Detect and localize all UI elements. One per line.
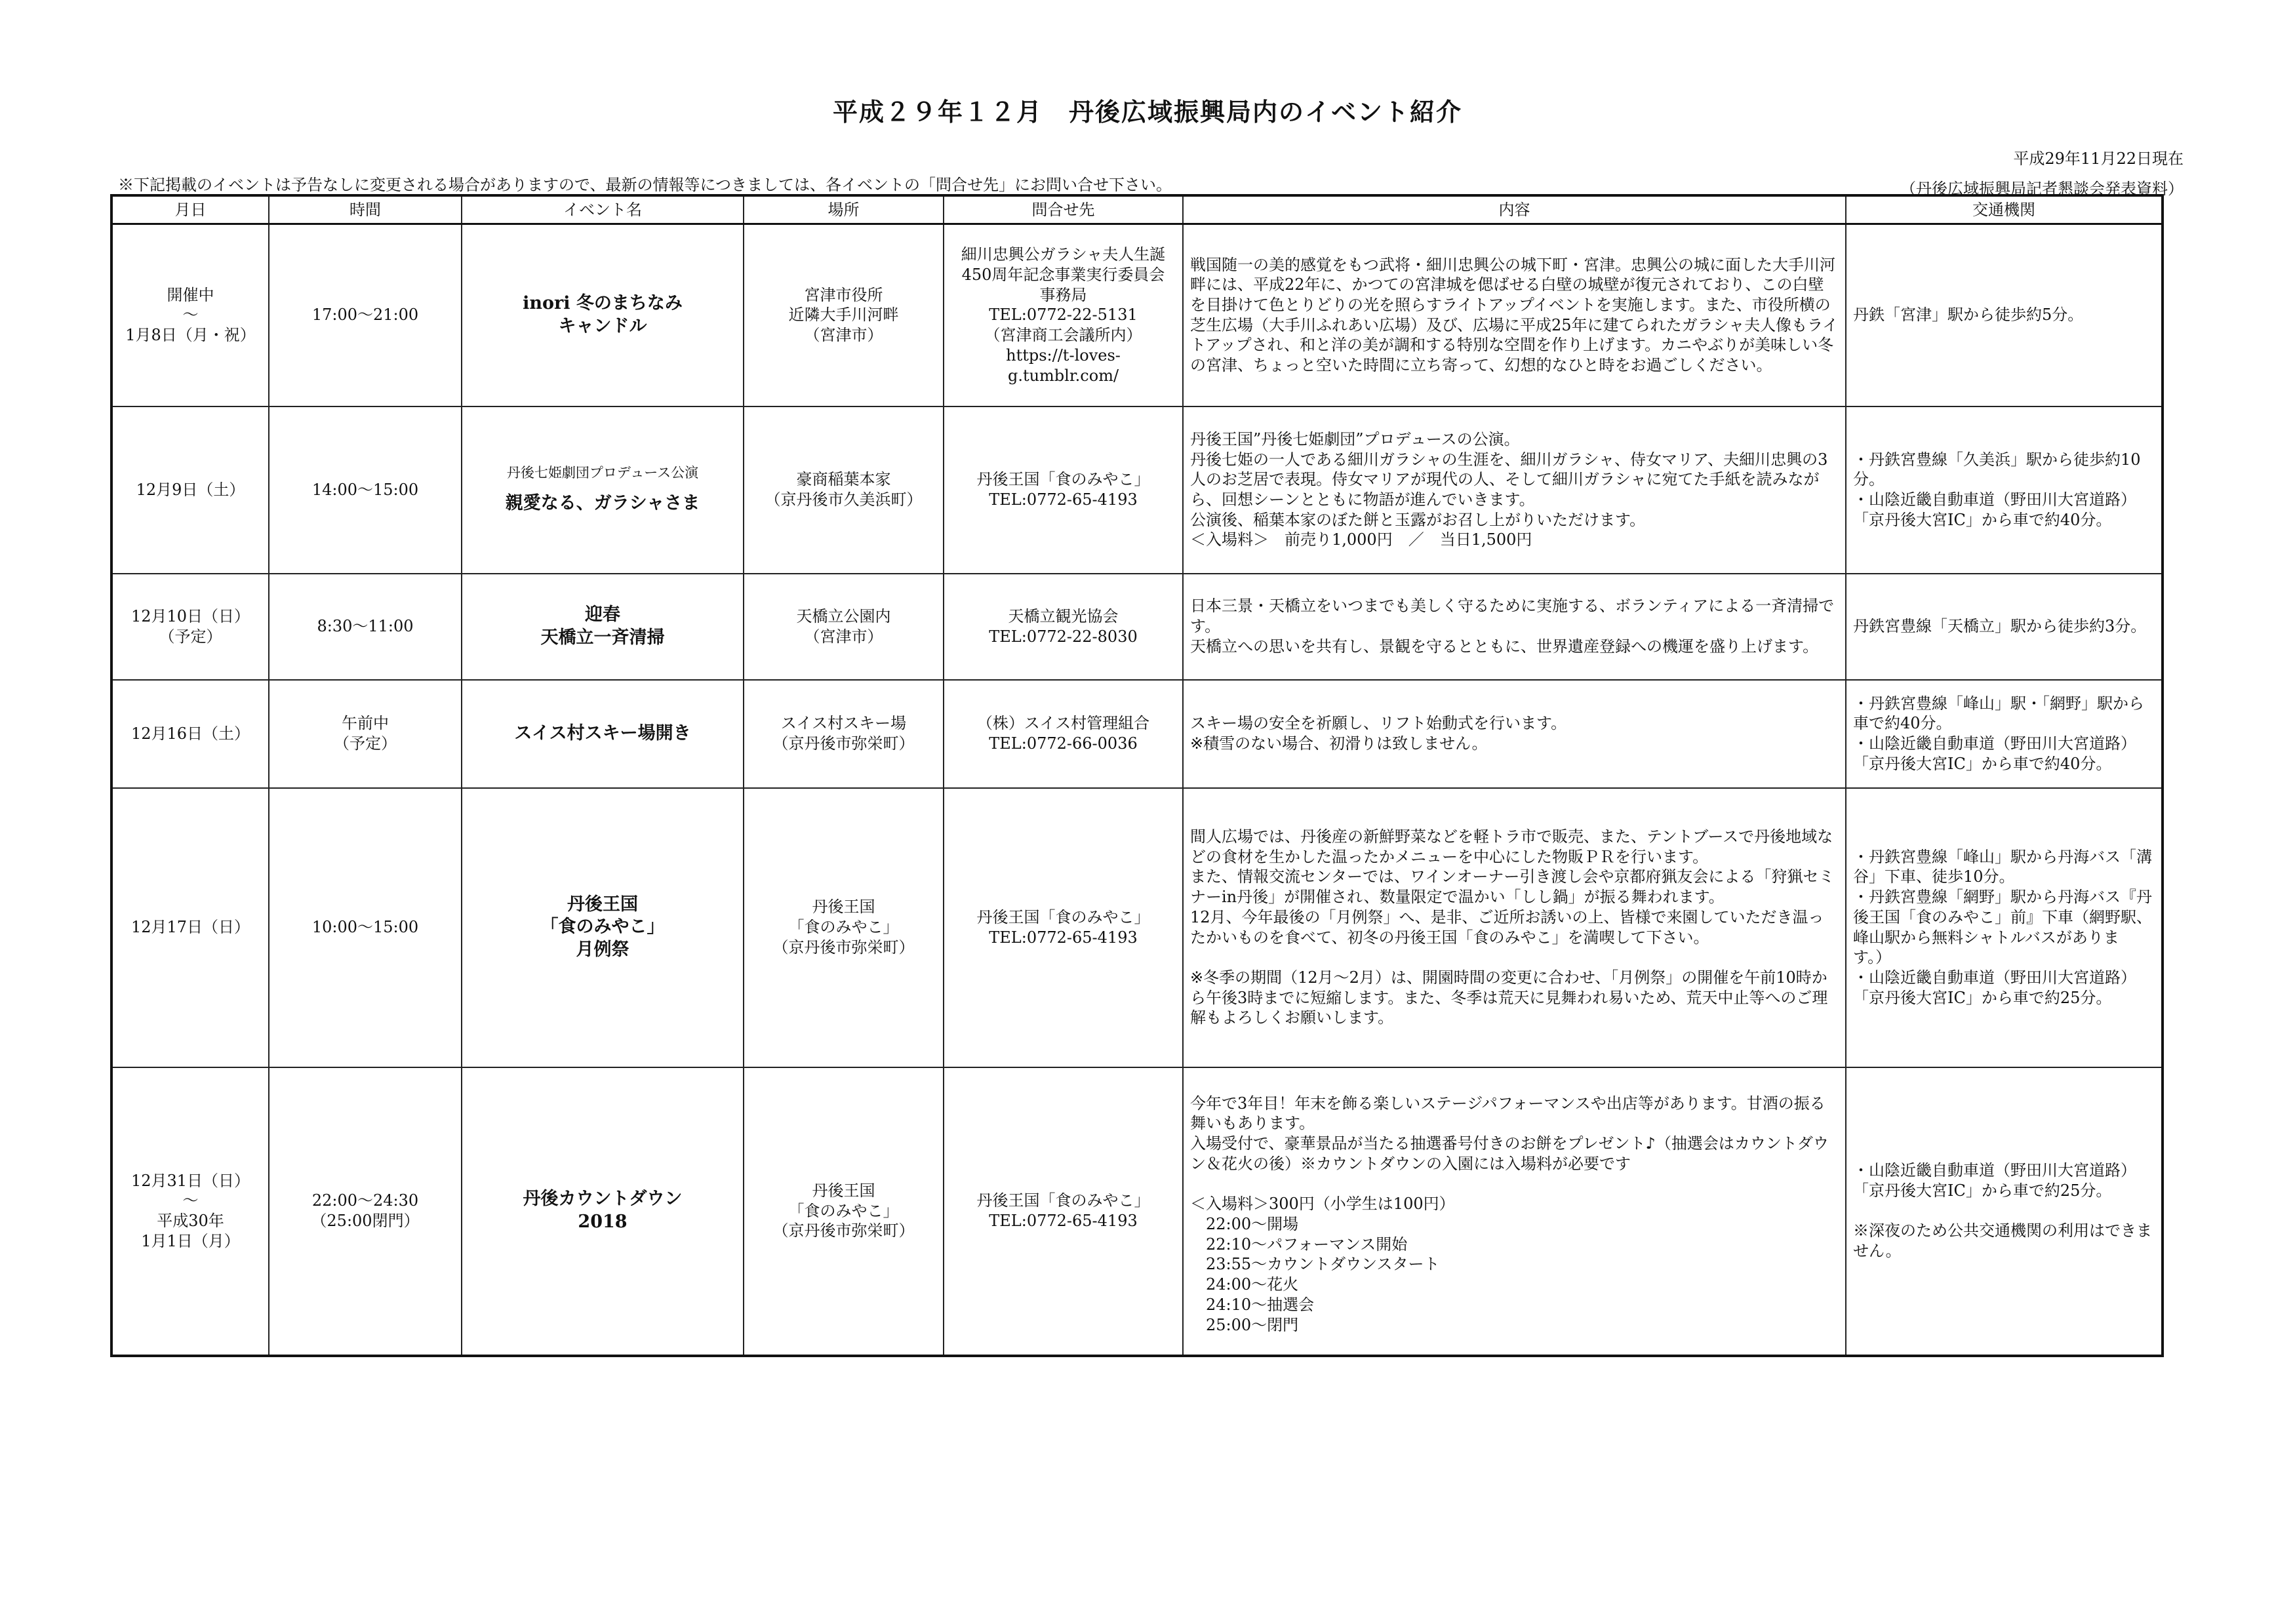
header-place: 場所 <box>744 195 944 224</box>
events-table <box>110 194 2164 1357</box>
event-time: 10:00～15:00 <box>269 788 462 1067</box>
table-row <box>111 788 2163 1067</box>
table-row <box>111 574 2163 680</box>
table-row <box>111 406 2163 574</box>
event-name: 親愛なる、ガラシャさま <box>505 493 700 514</box>
table-row <box>111 1067 2163 1356</box>
event-date: 12月10日（日） （予定） <box>111 574 269 680</box>
event-name: スイス村スキー場開き <box>514 723 691 743</box>
event-date: 開催中 ～ 1月8日（月・祝） <box>111 224 269 406</box>
event-contact: 丹後王国「食のみやこ」 TEL:0772-65-4193 <box>944 1067 1183 1356</box>
table-row <box>111 224 2163 406</box>
header-time: 時間 <box>269 195 462 224</box>
event-time: 8:30～11:00 <box>269 574 462 680</box>
header-date: 月日 <box>111 195 269 224</box>
event-place: 丹後王国 「食のみやこ」 （京丹後市弥栄町） <box>744 1067 944 1356</box>
event-contact: 丹後王国「食のみやこ」 TEL:0772-65-4193 <box>944 788 1183 1067</box>
event-contact: 天橋立観光協会 TEL:0772-22-8030 <box>944 574 1183 680</box>
event-content: 日本三景・天橋立をいつまでも美しく守るために実施する、ボランティアによる一斉清掃です。 天橋立への思いを共有し、景観を守るとともに、世界遺産登録への機運を盛り上げます。 <box>1183 574 1846 680</box>
event-date: 12月31日（日） ～ 平成30年 1月1日（月） <box>111 1067 269 1356</box>
header-contact: 問合せ先 <box>944 195 1183 224</box>
page-title: 平成２９年１２月 丹後広域振興局内のイベント紹介 <box>832 97 1462 127</box>
event-name: 迎春 天橋立一斉清掃 <box>540 604 665 648</box>
event-name: 丹後カウントダウン 2018 <box>523 1189 683 1232</box>
table-row <box>111 680 2163 788</box>
event-time: 午前中 （予定） <box>269 680 462 788</box>
notice-text: ※下記掲載のイベントは予告なしに変更される場合がありますので、最新の情報等につきましては、各イベントの「問合せ先」にお問い合せ下さい。 <box>118 176 1172 194</box>
event-place: 宮津市役所 近隣大手川河畔 （宮津市） <box>744 224 944 406</box>
header-row <box>111 195 2163 224</box>
event-date: 12月17日（日） <box>111 788 269 1067</box>
event-time: 14:00～15:00 <box>269 406 462 574</box>
event-transport: ・丹鉄宮豊線「久美浜」駅から徒歩約10分。 ・山陰近畿自動車道（野田川大宮道路）「京丹後大宮IC」から車で約40分。 <box>1846 406 2163 574</box>
header-content: 内容 <box>1183 195 1846 224</box>
event-name-cell <box>462 680 744 788</box>
event-content: 丹後王国”丹後七姫劇団”プロデュースの公演。 丹後七姫の一人である細川ガラシャの生涯を、細川ガラシャ、侍女マリア、夫細川忠興の3人のお芝居で表現。侍女マリアが現代の人、そして細川ガラシャに宛てた手紙を読みながら、回想シーンとともに物語が進んでいきます。 公演後、稲葉本家のぼた餅と玉露がお召し上がりいただけます。 ＜入場料＞ 前売り1,000円 ／ 当日1,500円 <box>1183 406 1846 574</box>
event-contact: 細川忠興公ガラシャ夫人生誕 450周年記念事業実行委員会 事務局 TEL:0772-22-5131 （宮津商工会議所内） https://t-loves- g.tumblr.com/ <box>944 224 1183 406</box>
header-event-name: イベント名 <box>462 195 744 224</box>
event-place: 豪商稲葉本家 （京丹後市久美浜町） <box>744 406 944 574</box>
event-contact: （株）スイス村管理組合 TEL:0772-66-0036 <box>944 680 1183 788</box>
event-date: 12月16日（土） <box>111 680 269 788</box>
event-time: 22:00～24:30 （25:00閉門） <box>269 1067 462 1356</box>
event-name-cell <box>462 406 744 574</box>
event-transport: 丹鉄宮豊線「天橋立」駅から徒歩約3分。 <box>1846 574 2163 680</box>
event-content: 間人広場では、丹後産の新鮮野菜などを軽トラ市で販売、また、テントブースで丹後地域などの食材を生かした温ったかメニューを中心にした物販ＰＲを行います。 また、情報交流センターでは、ワインオーナー引き渡し会や京都府猟友会による「狩猟セミナーin丹後」が開催され、数量限定で温かい「しし鍋」が振る舞われます。 12月、今年最後の「月例祭」へ、是非、ご近所お誘いの上、皆様で来園していただき温ったかいものを食べて、初冬の丹後王国「食のみやこ」を満喫して下さい。 ※冬季の期間（12月～2月）は、開園時間の変更に合わせ、「月例祭」の開催を午前10時から午後3時までに短縮します。また、冬季は荒天に見舞われ易いため、荒天中止等へのご理解もよろしくお願いします。 <box>1183 788 1846 1067</box>
event-content: 今年で3年目！年末を飾る楽しいステージパフォーマンスや出店等があります。甘酒の振る舞いもあります。 入場受付で、豪華景品が当たる抽選番号付きのお餅をプレゼント♪（抽選会はカウントダウン＆花火の後）※カウントダウンの入園には入場料が必要です ＜入場料＞300円（小学生は100円） 22:00～開場 22:10～パフォーマンス開始 23:55～カウントダウンスタート 24:00～花火 24:10～抽選会 25:00～閉門 <box>1183 1067 1846 1356</box>
event-transport: ・丹鉄宮豊線「峰山」駅・「網野」駅から車で約40分。 ・山陰近畿自動車道（野田川大宮道路）「京丹後大宮IC」から車で約40分。 <box>1846 680 2163 788</box>
event-name: inori 冬のまちなみ キャンドル <box>523 293 683 336</box>
event-name-cell <box>462 1067 744 1356</box>
event-name: 丹後王国 「食のみやこ」 月例祭 <box>540 894 665 960</box>
event-name-cell <box>462 574 744 680</box>
as-of-date: 平成29年11月22日現在 <box>2013 149 2184 168</box>
event-place: 丹後王国 「食のみやこ」 （京丹後市弥栄町） <box>744 788 944 1067</box>
event-time: 17:00～21:00 <box>269 224 462 406</box>
event-contact: 丹後王国「食のみやこ」 TEL:0772-65-4193 <box>944 406 1183 574</box>
event-date: 12月9日（土） <box>111 406 269 574</box>
event-place: 天橋立公園内 （宮津市） <box>744 574 944 680</box>
event-transport: ・丹鉄宮豊線「峰山」駅から丹海バス「溝谷」下車、徒歩10分。 ・丹鉄宮豊線「網野」駅から丹海バス『丹後王国「食のみやこ」前』下車（網野駅、峰山駅から無料シャトルバスがあります。） ・山陰近畿自動車道（野田川大宮道路）「京丹後大宮IC」から車で約25分。 <box>1846 788 2163 1067</box>
event-content: 戦国随一の美的感覚をもつ武将・細川忠興公の城下町・宮津。忠興公の城に面した大手川河畔には、平成22年に、かつての宮津城を偲ばせる白壁の城壁が復元されており、この白壁を目掛けて色とりどりの光を照らすライトアップイベントを実施します。また、市役所横の芝生広場（大手川ふれあい広場）及び、広場に平成25年に建てられたガラシャ夫人像もライトアップされ、和と洋の美が調和する特別な空間を作り上げます。カニやぶりが美味しい冬の宮津、ちょっと空いた時間に立ち寄って、幻想的なひと時をお過ごしください。 <box>1183 224 1846 406</box>
header-transport: 交通機関 <box>1846 195 2163 224</box>
event-name-cell <box>462 788 744 1067</box>
event-transport: ・山陰近畿自動車道（野田川大宮道路）「京丹後大宮IC」から車で約25分。 ※深夜のため公共交通機関の利用はできません。 <box>1846 1067 2163 1356</box>
event-name-subtitle: 丹後七姫劇団プロデュース公演 <box>506 465 699 481</box>
event-content: スキー場の安全を祈願し、リフト始動式を行います。 ※積雪のない場合、初滑りは致しません。 <box>1183 680 1846 788</box>
event-place: スイス村スキー場 （京丹後市弥栄町） <box>744 680 944 788</box>
event-name-cell <box>462 224 744 406</box>
event-transport: 丹鉄「宮津」駅から徒歩約5分。 <box>1846 224 2163 406</box>
source-note: （丹後広域振興局記者懇談会発表資料） <box>1900 180 2184 198</box>
